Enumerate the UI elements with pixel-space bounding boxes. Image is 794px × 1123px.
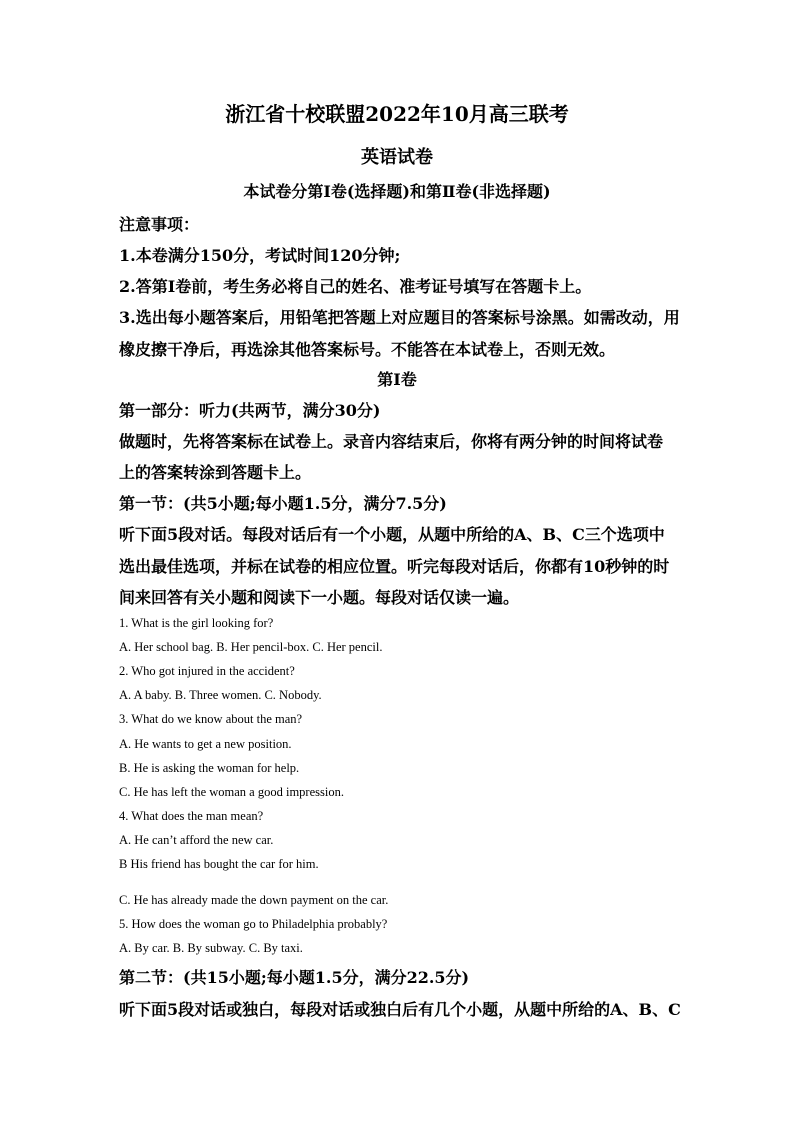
section2-instruction-line1: 听下面5段对话或独白，每段对话或独白后有几个小题，从题中所给的A、B、C	[119, 1000, 681, 1019]
question-4-option-b: B His friend has bought the car for him.	[119, 857, 319, 871]
question-5: 5. How does the woman go to Philadelphia probably?	[119, 917, 388, 931]
question-1-options: A. Her school bag. B. Her pencil-box. C. Her pencil.	[119, 640, 383, 654]
exam-structure-note: 本试卷分第Ⅰ卷(选择题)和第Ⅱ卷(非选择题)	[243, 182, 551, 201]
notice-item-2: 2.答第Ⅰ卷前，考生务必将自己的姓名、准考证号填写在答题卡上。	[119, 277, 592, 296]
notice-heading: 注意事项：	[119, 215, 200, 234]
question-4: 4. What does the man mean?	[119, 809, 264, 823]
notice-item-3-line2: 橡皮擦干净后，再选涂其他答案标号。不能答在本试卷上，否则无效。	[119, 340, 616, 359]
question-3-option-c: C. He has left the woman a good impression.	[119, 785, 344, 799]
part1-instruction-line1: 做题时，先将答案标在试卷上。录音内容结束后，你将有两分钟的时间将试卷	[119, 432, 664, 451]
question-3-option-a: A. He wants to get a new position.	[119, 737, 292, 751]
section2-heading: 第二节：(共15小题;每小题1.5分，满分22.5分)	[119, 968, 470, 987]
exam-title: 浙江省十校联盟2022年10月高三联考	[225, 102, 569, 126]
section1-instruction-line2: 选出最佳选项，并标在试卷的相应位置。听完每段对话后，你都有10秒钟的时	[119, 557, 670, 576]
part1-instruction-line2: 上的答案转涂到答题卡上。	[119, 463, 312, 482]
volume-heading: 第Ⅰ卷	[377, 370, 417, 389]
exam-subtitle: 英语试卷	[361, 147, 433, 168]
notice-item-1: 1.本卷满分150分，考试时间120分钟;	[119, 246, 401, 265]
section1-heading: 第一节：(共5小题;每小题1.5分，满分7.5分)	[119, 494, 447, 513]
part1-heading: 第一部分：听力(共两节，满分30分)	[119, 401, 381, 420]
question-5-options: A. By car. B. By subway. C. By taxi.	[119, 941, 303, 955]
question-1: 1. What is the girl looking for?	[119, 616, 274, 630]
question-4-option-a: A. He can’t afford the new car.	[119, 833, 274, 847]
question-2: 2. Who got injured in the accident?	[119, 664, 295, 678]
question-4-option-c: C. He has already made the down payment on the car.	[119, 893, 389, 907]
section1-instruction-line3: 间来回答有关小题和阅读下一小题。每段对话仅读一遍。	[119, 588, 520, 607]
notice-item-3-line1: 3.选出每小题答案后，用铅笔把答题上对应题目的答案标号涂黑。如需改动，用	[119, 308, 680, 327]
question-3: 3. What do we know about the man?	[119, 712, 303, 726]
section1-instruction-line1: 听下面5段对话。每段对话后有一个小题，从题中所给的A、B、C三个选项中	[119, 525, 665, 544]
question-3-option-b: B. He is asking the woman for help.	[119, 761, 300, 775]
question-2-options: A. A baby. B. Three women. C. Nobody.	[119, 688, 322, 702]
